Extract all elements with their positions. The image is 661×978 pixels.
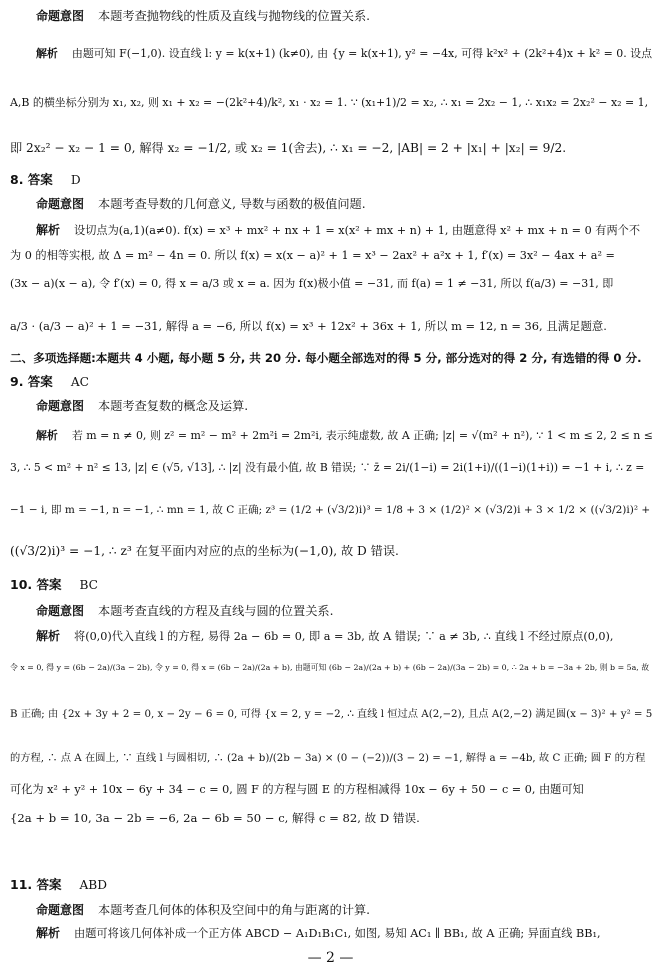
line-analysis-11 (36, 925, 601, 942)
answer-value: ABD (79, 878, 108, 892)
line-text: −1 − i, 即 m = −1, n = −1, ∴ mn = 1, 故 C 正确; z³ = (1/2 + (√3/2)i)³ = 1/8 + 3 × (1/2)² × (√3/2)i + 3 × 1/2 × ((√3/2)i)² + (10, 504, 651, 516)
line-text: 即 2x₂² − x₂ − 1 = 0, 解得 x₂ = −1/2, 或 x₂ = 1(舍去), ∴ x₁ = −2, |AB| = 2 + |x₁| + |x₂| = 9/2. (10, 141, 567, 155)
line-text: 本题考查复数的概念及运算. (98, 399, 249, 413)
line-text: 3, ∴ 5 < m² + n² ≤ 13, |z| ∈ (√5, √13], ∴ |z| 没有最小值, 故 B 错误; ∵ z̄ = 2i/(1−i) = 2i(1+i)/((1−i)(1+i)) = −1 + i, ∴ z = (10, 461, 645, 474)
label-intent: 命题意图 (36, 604, 85, 618)
line-text: a/3 · (a/3 − a)² + 1 = −31, 解得 a = −6, 所以 f(x) = x³ + 12x² + 36x + 1, 所以 m = 12, n = 36, 且满足题意. (10, 319, 607, 333)
line-text: 本题考查几何体的体积及空间中的角与距离的计算. (98, 903, 371, 917)
label-analysis: 解析 (36, 629, 61, 643)
line-text: 令 x = 0, 得 y = (6b − 2a)/(3a − 2b), 令 y = 0, 得 x = (6b − 2a)/(2a + b), 由题可知 (6b − 2a)/(2a + b) + (6b − 2a)/(3a − 2b) = 0, ∴ 2a + b = −3a + 2b, 则 b = 5a, 故 (10, 663, 650, 672)
line-intent-8 (36, 196, 366, 212)
page-number: — 2 — (307, 950, 354, 966)
label-intent: 命题意图 (36, 197, 85, 211)
answer-label: 9. 答案 (10, 374, 53, 389)
line-text: 本题考查导数的几何意义, 导数与函数的极值问题. (98, 197, 366, 211)
answer-label: 8. 答案 (10, 172, 53, 187)
line-text: 本题考查抛物线的性质及直线与抛物线的位置关系. (98, 9, 371, 23)
answer-value: BC (79, 578, 99, 592)
line-text: 若 m = n ≠ 0, 则 z² = m² − m² + 2m²i = 2m²i, 表示纯虚数, 故 A 正确; |z| = √(m² + n²), ∵ 1 < m ≤ 2, 2 ≤ n ≤ (71, 429, 653, 442)
answer-10 (10, 577, 98, 593)
line-text: (3x − a)(x − a), 令 f′(x) = 0, 得 x = a/3 或 x = a. 因为 f(x)极小值 = −31, 而 f(a) = 1 ≠ −31, 所以 f(a/3) = −31, 即 (10, 277, 614, 290)
line-text: A,B 的横坐标分别为 x₁, x₂, 则 x₁ + x₂ = −(2k²+4)/k², x₁ · x₂ = 1. ∵ (x₁+1)/2 = x₂, ∴ x₁ = 2x₂ − 1, ∴ x₁x₂ = 2x₂² − x₂ = 1, (10, 96, 649, 109)
label-analysis: 解析 (36, 223, 61, 237)
line-analysis-10 (36, 628, 613, 645)
answer-value: D (70, 173, 81, 187)
line-text: ((√3/2)i)³ = −1, ∴ z³ 在复平面内对应的点的坐标为(−1,0), 故 D 错误. (10, 544, 399, 558)
line-intent-7 (36, 8, 370, 24)
line-text: 本题考查直线的方程及直线与圆的位置关系. (98, 604, 334, 618)
line-analysis-8 (36, 222, 640, 239)
line-text: B 正确; 由 {2x + 3y + 2 = 0, x − 2y − 6 = 0, 可得 {x = 2, y = −2, ∴ 直线 l 恒过点 A(2,−2), 且点 A(2,−2) 满足圆(x − 3)² + y² = 5 (10, 708, 653, 720)
line-text: 可化为 x² + y² + 10x − 6y + 34 − c = 0, 圆 F 的方程与圆 E 的方程相减得 10x − 6y + 50 − c = 0, 由题可知 (10, 783, 584, 796)
label-analysis: 解析 (36, 429, 58, 442)
answer-value: AC (70, 375, 89, 389)
label-analysis: 解析 (36, 926, 61, 940)
answer-label: 11. 答案 (10, 877, 62, 892)
label-intent: 命题意图 (36, 9, 85, 23)
answer-label: 10. 答案 (10, 577, 62, 592)
line-text: {2a + b = 10, 3a − 2b = −6, 2a − 6b = 50 − c, 解得 c = 82, 故 D 错误. (10, 811, 420, 825)
line-text: 由题可将该几何体补成一个正方体 ABCD − A₁D₁B₁C₁, 如图, 易知 AC₁ ∥ BB₁, 故 A 正确; 异面直线 BB₁, (74, 927, 601, 940)
line-text: 设切点为(a,1)(a≠0). f(x) = x³ + mx² + nx + 1 = x(x² + mx + n) + 1, 由题意得 x² + mx + n = 0 有两个不 (74, 224, 641, 237)
line-intent-10 (36, 603, 333, 619)
label-analysis: 解析 (36, 47, 58, 60)
answer-8 (10, 172, 81, 188)
line-intent-9 (36, 398, 248, 414)
line-text: 为 0 的相等实根, 故 Δ = m² − 4n = 0. 所以 f(x) = x(x − a)² + 1 = x³ − 2ax² + a²x + 1, f′(x) = 3x² − 4ax + a² = (10, 249, 615, 262)
line-analysis-7 (36, 46, 652, 62)
line-analysis-9 (36, 428, 653, 444)
label-intent: 命题意图 (36, 903, 85, 917)
answer-9 (10, 374, 89, 390)
line-text: 由题可知 F(−1,0). 设直线 l: y = k(x+1) (k≠0), 由 {y = k(x+1), y² = −4x, 可得 k²x² + (2k²+4)x + k² = 0. 设点 (71, 47, 653, 60)
section-heading: 二、多项选择题:本题共 4 小题, 每小题 5 分, 共 20 分. 每小题全部选对的得 5 分, 部分选对的得 2 分, 有选错的得 0 分. (10, 351, 642, 365)
line-text: 将(0,0)代入直线 l 的方程, 易得 2a − 6b = 0, 即 a = 3b, 故 A 错误; ∵ a ≠ 3b, ∴ 直线 l 不经过原点(0,0), (74, 630, 614, 643)
line-text: 的方程, ∴ 点 A 在圆上, ∵ 直线 l 与圆相切, ∴ (2a + b)/(2b − 3a) × (0 − (−2))/(3 − 2) = −1, 解得 a = −4b, 故 C 正确; 圆 F 的方程 (10, 752, 646, 764)
line-intent-11 (36, 902, 370, 918)
answer-11 (10, 877, 107, 893)
label-intent: 命题意图 (36, 399, 85, 413)
